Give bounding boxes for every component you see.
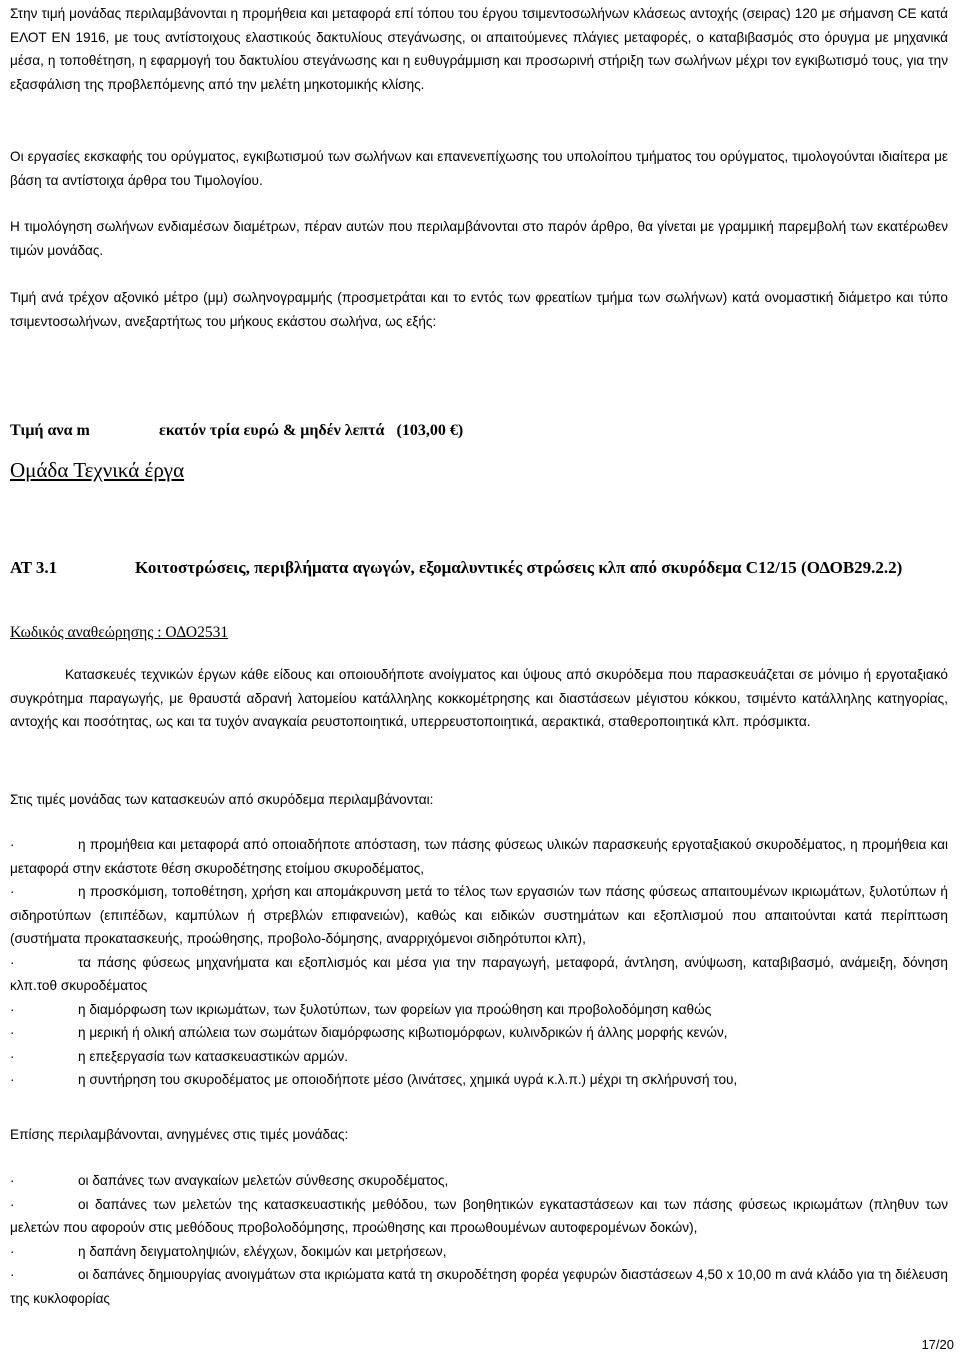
also-included-list: [10, 1169, 948, 1310]
price-per-meter-paragraph: Τιμή ανά τρέχον αξονικό μέτρο (μμ) σωληνογραμμής (προσμετράται και το εντός των φρεατίων τμήμα των σωλήνων) κατά ονομαστική διάμετρο και τύπο τσιμεντοσωλήνων, ανεξαρτήτως του μήκους εκάστου σωλήνα, ως εξής:: [10, 290, 948, 329]
list-item: · οι δαπάνες των μελετών της κατασκευαστικής μεθόδου, των βοηθητικών εγκαταστάσεων και των πάσης φύσεως ικριωμάτων (πληθυν των μελετών που αφορούν στις μεθόδους προβολοδόμησης, προώθησης και προωθουμένων αυτοφερομένων δοκών),: [10, 1193, 948, 1240]
bullet-icon: ·: [10, 1173, 15, 1188]
list-item: · η συντήρηση του σκυροδέματος με οποιοδήποτε μέσο (λινάτσες, χημικά υγρά κ.λ.π.) μέχρι τη σκλήρυνσή του,: [10, 1068, 948, 1092]
also-included-heading: Επίσης περιλαμβάνονται, ανηγμένες στις τιμές μονάδας:: [10, 1127, 349, 1142]
article-description: Κατασκευές τεχνικών έργων κάθε είδους και οποιουδήποτε ανοίγματος και ύψους από σκυρόδεμα που παρασκευάζεται σε μόνιμο ή εργοταξιακό συγκρότημα παραγωγής, με θραυστά αδρανή λατομείου κατάλληλης κοκκομέτρησης και διαστάσεων μέγιστου κόκκου, τσιμέντο κατάλληλης κατηγορίας, αντοχής και ποσότητας, ως και τα τυχόν αναγκαία ρευστοποιητικά, υπερρευστοποιητικά, αερακτικά, σταθεροποιητικά κλπ. πρόσμικτα.: [10, 667, 948, 729]
bullet-icon: ·: [10, 1048, 15, 1064]
intermediate-diameters-paragraph: Η τιμολόγηση σωλήνων ενδιαμέσων διαμέτρων, πέραν αυτών που περιλαμβάνονται στο παρόν άρθρο, θα γίνεται με γραμμική παρεμβολή των εκατέρωθεν τιμών μονάδας.: [10, 219, 948, 258]
price-line: [10, 422, 463, 440]
article-code: ΑΤ 3.1: [10, 558, 58, 577]
list-item: · οι δαπάνες δημιουργίας ανοιγμάτων στα ικριώματα κατά τη σκυροδέτηση φορέα γεφυρών διαστάσεων 4,50 x 10,00 m ανά κλάδο για τη διέλευση της κυκλοφορίας: [10, 1263, 948, 1310]
price-amount: (103,00 €): [396, 422, 464, 439]
bullet-icon: ·: [10, 1243, 15, 1259]
bullet-icon: ·: [10, 1072, 15, 1087]
list-item: · η προμήθεια και μεταφορά από οποιαδήποτε απόσταση, των πάσης φύσεως υλικών παρασκευής εργοταξιακού σκυροδέματος, η προμήθεια και μεταφορά στην εκάστοτε θέση σκυροδέτησης ετοίμου σκυροδέματος,: [10, 833, 948, 880]
list-item: · οι δαπάνες των αναγκαίων μελετών σύνθεσης σκυροδέματος,: [10, 1169, 948, 1193]
list-item: · η επεξεργασία των κατασκευαστικών αρμών.: [10, 1045, 948, 1069]
bullet-icon: ·: [10, 954, 15, 970]
bullet-icon: ·: [10, 1001, 15, 1017]
list-item: · η προσκόμιση, τοποθέτηση, χρήση και απομάκρυνση μετά το τέλος των εργασιών των πάσης φύσεως απαιτουμένων ικριωμάτων, ξυλοτύπων ή σιδηροτύπων (επιπέδων, καμπύλων ή στρεβλών επιφανειών), καθώς και ειδικών συστημάτων και εξοπλισμού που απαιτούνται κατά περίπτωση (συστήματα προκατασκευής, προώθησης, προβολο-δόμησης, αναρριχόμενοι σιδηρότυποι κλπ),: [10, 880, 948, 951]
bullet-icon: ·: [10, 1196, 15, 1212]
price-words: εκατόν τρία ευρώ & μηδέν λεπτά: [159, 422, 385, 439]
bullet-icon: ·: [10, 1025, 15, 1040]
intro-paragraph: Στην τιμή μονάδας περιλαμβάνονται η προμήθεια και μεταφορά επί τόπου του έργου τσιμεντοσωλήνων κλάσεως αντοχής (σειρας) 120 με σήμανση CE κατά ΕΛΟΤ ΕΝ 1916, με τους αντίστοιχους ελαστικούς δακτυλίους στεγάνωσης, οι απαιτούμενες πλάγιες μεταφορές, ο καταβιβασμός στο όρυγμα με μηχανικά μέσα, η τοποθέτηση, η εφαρμογή του δακτυλίου στεγάνωσης και η ευθυγράμμιση και προσωρινή στήριξη των σωλήνων μέχρι τον εγκιβωτισμό τους, για την εξασφάλιση της προβλεπόμενης από την μελέτη μηκοτομικής κλίσης.: [10, 6, 948, 92]
included-list: [10, 833, 948, 1092]
list-item: · η διαμόρφωση των ικριωμάτων, των ξυλοτύπων, των φορείων για προώθηση και προβολοδόμηση καθώς: [10, 998, 948, 1022]
list-item: · η μερική ή ολική απώλεια των σωμάτων διαμόρφωσης κιβωτιομόρφων, κυλινδρικών ή άλλης μορφής κενών,: [10, 1021, 948, 1045]
bullet-icon: ·: [10, 1267, 15, 1282]
group-title: Ομάδα Τεχνικά έργα: [10, 458, 185, 482]
list-item: · τα πάσης φύσεως μηχανήματα και εξοπλισμός και μέσα για την παραγωγή, μεταφορά, άντληση, ανύψωση, καταβιβασμό, ανάμειξη, δόνηση κλπ.τοθ σκυροδέματος: [10, 951, 948, 998]
bullet-icon: ·: [10, 837, 15, 852]
price-label: Τιμή ανα m: [10, 422, 90, 439]
article-title: Κοιτοστρώσεις, περιβλήματα αγωγών, εξομαλυντικές στρώσεις κλπ από σκυρόδεμα C12/15 (ΟΔΟΒ29.2.2): [135, 558, 903, 577]
included-heading: Στις τιμές μονάδας των κατασκευών από σκυρόδεμα περιλαμβάνονται:: [10, 792, 434, 807]
excavation-paragraph: Οι εργασίες εκσκαφής του ορύγματος, εγκιβωτισμού των σωλήνων και επανενεπίχωσης του υπολοίπου τμήματος του ορύγματος, τιμολογούνται ιδιαίτερα με βάση τα αντίστοιχα άρθρα του Τιμολογίου.: [10, 149, 948, 188]
page-number: 17/20: [921, 1337, 954, 1352]
list-item: · η δαπάνη δειγματοληψιών, ελέγχων, δοκιμών και μετρήσεων,: [10, 1240, 948, 1264]
revision-code: Κωδικός αναθεώρησης : ΟΔΟ2531: [10, 624, 229, 641]
bullet-icon: ·: [10, 884, 15, 899]
